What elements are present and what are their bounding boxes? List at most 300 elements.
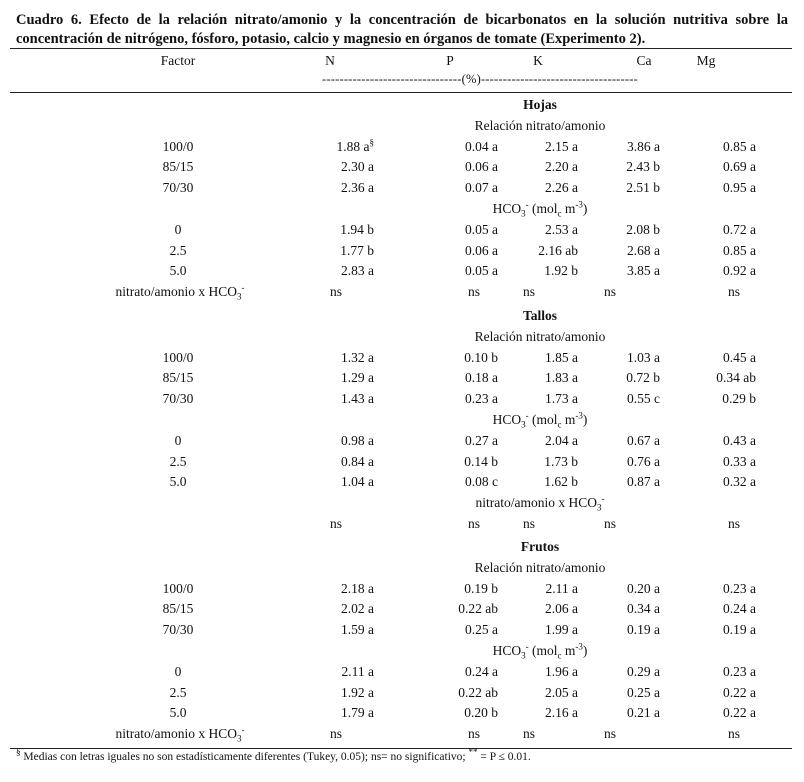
value-cell-k	[518, 471, 578, 492]
value-cell-p	[438, 702, 498, 723]
ns-cell-mg: ns	[727, 726, 740, 741]
value-cell-p	[438, 661, 498, 682]
units-line: --------------------------------(%)------------------------------------	[322, 72, 638, 86]
value-text-k: 2.16 a	[545, 705, 578, 720]
ns-cell-n: ns	[329, 726, 342, 741]
column-header-row	[0, 50, 804, 71]
value-text-mg: 0.23 a	[723, 581, 756, 596]
hco3-superscript: -	[525, 410, 529, 421]
value-text-ca: 0.72 b	[626, 370, 660, 385]
footnote-significance-symbol: **	[468, 747, 478, 758]
factor-cell: 2.5	[169, 243, 187, 258]
value-cell-mg	[696, 619, 756, 640]
table-row	[0, 219, 804, 240]
value-text-mg: 0.85 a	[723, 139, 756, 154]
mol-subscript: c	[557, 650, 562, 661]
value-text-mg: 0.23 a	[723, 664, 756, 679]
value-cell-mg	[696, 219, 756, 240]
value-text-n: 2.83 a	[341, 263, 374, 278]
value-text-mg: 0.22 a	[723, 705, 756, 720]
interaction-heading	[380, 492, 700, 513]
value-cell-k	[518, 661, 578, 682]
mol-open: (mol	[532, 201, 558, 216]
value-cell-ca	[600, 451, 660, 472]
factor-cell: 85/15	[162, 601, 194, 616]
value-cell-k	[518, 136, 578, 157]
value-cell-k	[518, 347, 578, 368]
value-text-n: 1.43 a	[341, 391, 374, 406]
ns-cell-mg: ns	[727, 284, 740, 299]
section-title: Frutos	[520, 539, 560, 554]
value-text-p: 0.25 a	[465, 622, 498, 637]
value-cell-ca	[600, 240, 660, 261]
value-text-ca: 2.51 b	[626, 180, 660, 195]
value-cell-mg	[696, 430, 756, 451]
mol-subscript: c	[557, 208, 562, 219]
interaction-label: nitrato/amonio x HCO	[475, 495, 597, 510]
value-text-n: 2.18 a	[341, 581, 374, 596]
value-cell-n	[314, 240, 374, 261]
value-text-p: 0.04 a	[465, 139, 498, 154]
value-text-ca: 0.76 a	[627, 454, 660, 469]
ns-cell-n: ns	[329, 516, 342, 531]
ns-cell-k: ns	[522, 516, 535, 531]
value-cell-k	[518, 240, 578, 261]
bottom-rule	[10, 748, 792, 749]
value-text-p: 0.05 a	[465, 222, 498, 237]
value-text-ca: 2.68 a	[627, 243, 660, 258]
value-cell-n	[314, 136, 374, 157]
value-cell-k	[518, 430, 578, 451]
ratio-label-row	[0, 115, 804, 136]
table-row	[0, 682, 804, 703]
mol-close: )	[582, 201, 588, 216]
value-text-p: 0.08 c	[465, 474, 498, 489]
value-cell-ca	[600, 702, 660, 723]
factor-cell: 100/0	[162, 581, 194, 596]
value-text-n: 1.32 a	[341, 350, 374, 365]
value-cell-p	[438, 471, 498, 492]
hco3-subscript: 3	[237, 291, 242, 302]
hco3-text: HCO	[492, 643, 522, 658]
value-text-p: 0.22 ab	[458, 685, 498, 700]
value-cell-ca	[600, 156, 660, 177]
value-text-mg: 0.85 a	[723, 243, 756, 258]
table-row	[0, 451, 804, 472]
hco3-subscript: 3	[521, 208, 526, 219]
value-text-p: 0.14 b	[464, 454, 498, 469]
value-text-k: 1.62 b	[544, 474, 578, 489]
mol-superscript: -3	[575, 199, 583, 210]
value-cell-ca	[600, 661, 660, 682]
value-text-mg: 0.69 a	[723, 159, 756, 174]
table-caption: Cuadro 6. Efecto de la relación nitrato/amonio y la concentración de bicarbonatos en la solución nutritiva sobre la concentración de nitrógeno, fósforo, potasio, calcio y magnesio en órganos de tomate (Experimento 2).	[16, 12, 788, 47]
value-cell-k	[518, 388, 578, 409]
section-title-row	[0, 94, 804, 115]
value-text-p: 0.05 a	[465, 263, 498, 278]
value-cell-p	[438, 219, 498, 240]
value-cell-p	[438, 240, 498, 261]
mol-close: )	[582, 643, 588, 658]
value-cell-p	[438, 136, 498, 157]
value-text-ca: 1.03 a	[627, 350, 660, 365]
header-factor: Factor	[160, 53, 196, 68]
value-text-p: 0.07 a	[465, 180, 498, 195]
section-title-row	[0, 536, 804, 557]
value-text-k: 1.99 a	[545, 622, 578, 637]
hco3-subscript: 3	[521, 650, 526, 661]
value-cell-ca	[600, 598, 660, 619]
value-text-p: 0.06 a	[465, 159, 498, 174]
value-cell-n	[314, 702, 374, 723]
mol-superscript: -3	[575, 410, 583, 421]
value-cell-k	[518, 578, 578, 599]
value-text-p: 0.20 b	[464, 705, 498, 720]
value-text-ca: 0.21 a	[627, 705, 660, 720]
value-text-k: 1.83 a	[545, 370, 578, 385]
table-row	[0, 619, 804, 640]
value-cell-k	[518, 177, 578, 198]
footnote-marker: §	[369, 137, 374, 148]
interaction-label: nitrato/amonio x HCO	[115, 284, 237, 299]
interaction-row	[0, 513, 804, 534]
value-cell-k	[518, 367, 578, 388]
value-text-p: 0.27 a	[465, 433, 498, 448]
value-text-mg: 0.34 ab	[716, 370, 756, 385]
value-text-mg: 0.45 a	[723, 350, 756, 365]
value-cell-n	[314, 661, 374, 682]
footnote	[16, 747, 531, 763]
section-title-row	[0, 305, 804, 326]
header-mg: Mg	[696, 53, 716, 68]
table-row	[0, 136, 804, 157]
table-row	[0, 156, 804, 177]
value-text-ca: 0.55 c	[627, 391, 660, 406]
section-title: Hojas	[523, 97, 557, 112]
value-cell-p	[438, 260, 498, 281]
value-cell-mg	[696, 702, 756, 723]
value-cell-k	[518, 702, 578, 723]
value-cell-mg	[696, 240, 756, 261]
value-cell-n	[314, 451, 374, 472]
value-text-mg: 0.95 a	[723, 180, 756, 195]
value-text-mg: 0.33 a	[723, 454, 756, 469]
value-cell-k	[518, 219, 578, 240]
value-text-ca: 3.86 a	[627, 139, 660, 154]
value-cell-k	[518, 598, 578, 619]
hco3-subscript: 3	[597, 502, 602, 513]
value-cell-k	[518, 451, 578, 472]
value-text-n: 1.04 a	[341, 474, 374, 489]
value-cell-p	[438, 177, 498, 198]
header-rule	[10, 92, 792, 93]
interaction-label-row	[0, 492, 804, 513]
value-cell-n	[314, 219, 374, 240]
ns-cell-ca: ns	[603, 284, 616, 299]
value-text-n: 1.92 a	[341, 685, 374, 700]
footnote-text-end: = P ≤ 0.01.	[477, 751, 531, 763]
factor-cell: 5.0	[169, 705, 187, 720]
ratio-label-row	[0, 326, 804, 347]
value-text-ca: 3.85 a	[627, 263, 660, 278]
value-text-p: 0.24 a	[465, 664, 498, 679]
value-text-ca: 0.34 a	[627, 601, 660, 616]
mol-subscript: c	[557, 419, 562, 430]
footnote-text: Medias con letras iguales no son estadísticamente diferentes (Tukey, 0.05); ns= no significativo;	[20, 751, 469, 763]
value-cell-k	[518, 682, 578, 703]
value-cell-p	[438, 619, 498, 640]
mol-mid: m	[561, 643, 576, 658]
hco3-label-row	[0, 640, 804, 661]
value-cell-mg	[696, 260, 756, 281]
ns-cell-mg: ns	[727, 516, 740, 531]
value-text-n: 0.84 a	[341, 454, 374, 469]
value-cell-ca	[600, 367, 660, 388]
value-cell-n	[314, 578, 374, 599]
value-text-k: 2.16 ab	[538, 243, 578, 258]
value-cell-mg	[696, 347, 756, 368]
value-cell-n	[314, 619, 374, 640]
value-cell-p	[438, 682, 498, 703]
value-cell-p	[438, 430, 498, 451]
section-title: Tallos	[522, 308, 558, 323]
factor-cell: 2.5	[169, 685, 187, 700]
value-text-n: 2.30 a	[341, 159, 374, 174]
value-cell-ca	[600, 260, 660, 281]
value-cell-n	[314, 156, 374, 177]
value-text-mg: 0.19 a	[723, 622, 756, 637]
hco3-label	[380, 640, 700, 661]
interaction-row	[0, 723, 804, 744]
value-text-k: 2.06 a	[545, 601, 578, 616]
factor-cell: 70/30	[162, 622, 194, 637]
value-text-k: 1.85 a	[545, 350, 578, 365]
value-cell-n	[314, 598, 374, 619]
ns-cell-n: ns	[329, 284, 342, 299]
value-cell-p	[438, 578, 498, 599]
value-text-k: 1.73 a	[545, 391, 578, 406]
ns-cell-p: ns	[467, 726, 480, 741]
hco3-text: HCO	[492, 201, 522, 216]
interaction-label: nitrato/amonio x HCO	[115, 726, 237, 741]
value-cell-mg	[696, 661, 756, 682]
ratio-label-row	[0, 557, 804, 578]
value-cell-n	[314, 177, 374, 198]
interaction-factor-cell	[80, 281, 280, 302]
value-text-k: 2.04 a	[545, 433, 578, 448]
value-cell-ca	[600, 578, 660, 599]
mol-superscript: -3	[575, 641, 583, 652]
value-cell-n	[314, 367, 374, 388]
ratio-label: Relación nitrato/amonio	[474, 117, 606, 133]
value-text-n: 1.88 a	[336, 139, 370, 154]
table-row	[0, 578, 804, 599]
hco3-superscript: -	[601, 493, 605, 504]
value-cell-mg	[696, 471, 756, 492]
value-cell-ca	[600, 388, 660, 409]
value-text-ca: 0.19 a	[627, 622, 660, 637]
value-text-mg: 0.22 a	[723, 685, 756, 700]
value-text-ca: 0.29 a	[627, 664, 660, 679]
hco3-superscript: -	[525, 199, 529, 210]
value-cell-mg	[696, 136, 756, 157]
table-row	[0, 471, 804, 492]
value-cell-p	[438, 347, 498, 368]
value-text-k: 2.20 a	[545, 159, 578, 174]
value-text-n: 1.77 b	[340, 243, 374, 258]
factor-cell: 85/15	[162, 159, 194, 174]
value-cell-mg	[696, 578, 756, 599]
factor-cell: 0	[174, 222, 182, 237]
ns-cell-k: ns	[522, 284, 535, 299]
table-row	[0, 430, 804, 451]
value-cell-ca	[600, 471, 660, 492]
value-cell-ca	[600, 430, 660, 451]
value-text-ca: 0.67 a	[627, 433, 660, 448]
value-cell-ca	[600, 619, 660, 640]
hco3-text: HCO	[492, 412, 522, 427]
interaction-factor-cell	[80, 723, 280, 744]
factor-cell: 5.0	[169, 474, 187, 489]
value-text-p: 0.18 a	[465, 370, 498, 385]
value-text-mg: 0.72 a	[723, 222, 756, 237]
value-cell-p	[438, 388, 498, 409]
factor-cell: 70/30	[162, 391, 194, 406]
value-text-k: 2.26 a	[545, 180, 578, 195]
mol-open: (mol	[532, 412, 558, 427]
hco3-label	[380, 198, 700, 219]
table-row	[0, 388, 804, 409]
table-row	[0, 347, 804, 368]
value-cell-k	[518, 619, 578, 640]
ratio-label: Relación nitrato/amonio	[474, 559, 606, 575]
factor-cell: 5.0	[169, 263, 187, 278]
value-text-mg: 0.32 a	[723, 474, 756, 489]
hco3-subscript: 3	[521, 419, 526, 430]
value-text-k: 1.92 b	[544, 263, 578, 278]
value-cell-mg	[696, 156, 756, 177]
value-cell-p	[438, 156, 498, 177]
value-cell-mg	[696, 451, 756, 472]
hco3-label-row	[0, 198, 804, 219]
footnote-symbol: §	[16, 747, 21, 758]
value-cell-n	[314, 682, 374, 703]
value-text-mg: 0.29 b	[722, 391, 756, 406]
value-cell-p	[438, 451, 498, 472]
header-p: P	[446, 53, 454, 68]
factor-cell: 100/0	[162, 139, 194, 154]
ns-cell-p: ns	[467, 516, 480, 531]
factor-cell: 2.5	[169, 454, 187, 469]
value-text-n: 2.36 a	[341, 180, 374, 195]
hco3-superscript: -	[241, 724, 245, 735]
value-text-k: 2.15 a	[545, 139, 578, 154]
value-cell-k	[518, 156, 578, 177]
value-text-ca: 2.08 b	[626, 222, 660, 237]
value-cell-mg	[696, 388, 756, 409]
table-row	[0, 367, 804, 388]
value-cell-ca	[600, 136, 660, 157]
ns-cell-p: ns	[467, 284, 480, 299]
value-text-ca: 2.43 b	[626, 159, 660, 174]
value-text-n: 1.94 b	[340, 222, 374, 237]
factor-cell: 70/30	[162, 180, 194, 195]
hco3-subscript: 3	[237, 733, 242, 744]
value-cell-ca	[600, 219, 660, 240]
value-cell-ca	[600, 177, 660, 198]
table-row	[0, 702, 804, 723]
value-text-mg: 0.24 a	[723, 601, 756, 616]
mol-open: (mol	[532, 643, 558, 658]
value-text-k: 2.11 a	[545, 581, 578, 596]
value-cell-mg	[696, 598, 756, 619]
value-text-n: 0.98 a	[341, 433, 374, 448]
value-text-p: 0.06 a	[465, 243, 498, 258]
value-cell-p	[438, 367, 498, 388]
hco3-superscript: -	[525, 641, 529, 652]
value-cell-mg	[696, 177, 756, 198]
value-text-k: 1.96 a	[545, 664, 578, 679]
factor-cell: 0	[174, 433, 182, 448]
value-text-ca: 0.20 a	[627, 581, 660, 596]
value-text-n: 2.11 a	[341, 664, 374, 679]
value-text-k: 1.73 b	[544, 454, 578, 469]
value-text-p: 0.19 b	[464, 581, 498, 596]
ns-cell-ca: ns	[603, 516, 616, 531]
factor-cell: 100/0	[162, 350, 194, 365]
value-cell-ca	[600, 347, 660, 368]
table-row	[0, 598, 804, 619]
value-cell-n	[314, 471, 374, 492]
table-row	[0, 661, 804, 682]
value-text-k: 2.05 a	[545, 685, 578, 700]
hco3-label-row	[0, 409, 804, 430]
value-text-mg: 0.43 a	[723, 433, 756, 448]
value-text-ca: 0.25 a	[627, 685, 660, 700]
factor-cell: 85/15	[162, 370, 194, 385]
value-text-k: 2.53 a	[545, 222, 578, 237]
interaction-row	[0, 281, 804, 302]
mol-mid: m	[561, 412, 576, 427]
header-k: K	[533, 53, 543, 68]
ratio-label: Relación nitrato/amonio	[474, 328, 606, 344]
ns-cell-ca: ns	[603, 726, 616, 741]
table-row	[0, 240, 804, 261]
value-text-mg: 0.92 a	[723, 263, 756, 278]
value-cell-n	[314, 388, 374, 409]
value-cell-mg	[696, 367, 756, 388]
header-n: N	[325, 53, 335, 68]
value-text-n: 1.79 a	[341, 705, 374, 720]
factor-cell: 0	[174, 664, 182, 679]
value-cell-k	[518, 260, 578, 281]
hco3-superscript: -	[241, 282, 245, 293]
value-cell-n	[314, 430, 374, 451]
value-text-n: 1.59 a	[341, 622, 374, 637]
mol-close: )	[582, 412, 588, 427]
value-cell-n	[314, 347, 374, 368]
table-row	[0, 177, 804, 198]
value-text-n: 2.02 a	[341, 601, 374, 616]
hco3-label	[380, 409, 700, 430]
value-cell-p	[438, 598, 498, 619]
value-text-p: 0.23 a	[465, 391, 498, 406]
value-text-p: 0.22 ab	[458, 601, 498, 616]
header-ca: Ca	[636, 53, 652, 68]
value-cell-ca	[600, 682, 660, 703]
ns-cell-k: ns	[522, 726, 535, 741]
top-rule	[10, 48, 792, 49]
